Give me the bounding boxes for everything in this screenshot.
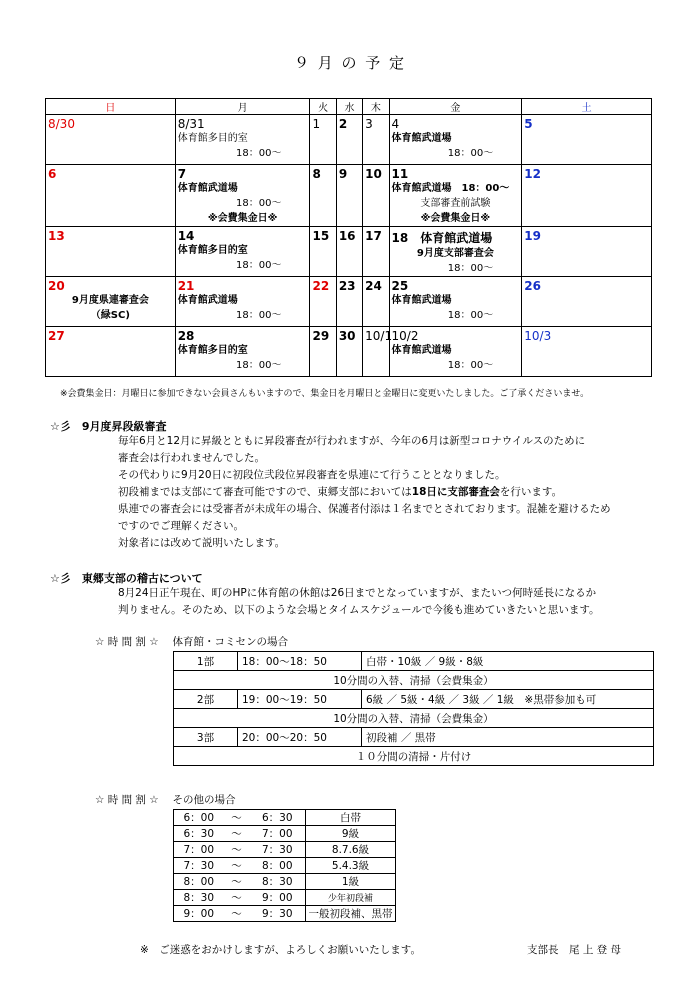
slot-level: 少年初段補 — [306, 890, 396, 906]
event-line: 18：00〜 — [447, 148, 494, 159]
calendar-day-cell — [46, 277, 176, 327]
slot-start: 7：00 — [174, 842, 224, 858]
exam-paragraph: その代わりに9月20日に初段位弐段位昇段審査を県連にて行うこととなりました。 — [118, 469, 506, 481]
calendar-week-row — [46, 165, 652, 227]
calendar-day-cell — [175, 165, 310, 227]
day-number: 6 — [48, 167, 57, 181]
weekday-fri: 金 — [389, 99, 522, 115]
event-line: 9月度支部審査会 — [416, 248, 494, 259]
schedule-note: 10分間の入替、清掃（会費集金） — [174, 671, 654, 690]
calendar-day-cell — [389, 227, 522, 277]
weekday-mon: 月 — [175, 99, 310, 115]
event-line: 18：00〜 — [447, 360, 494, 371]
schedule-other-row — [174, 842, 396, 858]
schedule-gym-note-row — [174, 747, 654, 766]
slot-level: 白帯 — [306, 810, 396, 826]
schedule-other-row — [174, 810, 396, 826]
calendar-day-cell — [363, 165, 389, 227]
day-number: 8 — [312, 167, 321, 181]
calendar-week-row — [46, 115, 652, 165]
slot-end: 8：30 — [250, 874, 306, 890]
practice-paragraph: 判りません。そのため、以下のような会場とタイムスケジュールで今後も進めていきたいと思います。 — [118, 604, 600, 616]
section-heading-exam: ☆彡 9月度昇段級審査 — [50, 420, 167, 433]
day-number: 19 — [524, 229, 541, 243]
event-line: 18：00〜 — [236, 360, 282, 371]
schedule-time: 20：00〜20：50 — [238, 728, 362, 747]
day-number: 24 — [365, 279, 382, 293]
day-number: 1 — [312, 117, 321, 131]
day-number: 26 — [524, 279, 541, 293]
schedule-note: 10分間の入替、清掃（会費集金） — [174, 709, 654, 728]
schedule-time: 19：00〜19：50 — [238, 690, 362, 709]
calendar-day-cell — [310, 327, 336, 377]
weekday-tue: 火 — [310, 99, 336, 115]
day-number: 18 体育館武道場 — [391, 231, 493, 245]
day-number: 4 — [391, 117, 400, 131]
calendar-day-cell — [522, 115, 652, 165]
day-number: 11 — [391, 167, 409, 181]
event-line: 体育館武道場 — [391, 345, 452, 356]
schedule-other-row — [174, 890, 396, 906]
slot-end: 8：00 — [250, 858, 306, 874]
schedule-other-row — [174, 906, 396, 922]
footer-signature: 支部長 尾 上 登 母 — [527, 944, 622, 956]
calendar-day-cell — [522, 277, 652, 327]
slot-start: 8：30 — [174, 890, 224, 906]
event-line: 体育館武道場 — [391, 133, 452, 144]
slot-end: 9：30 — [250, 906, 306, 922]
slot-level: 8.7.6級 — [306, 842, 396, 858]
exam-paragraph: 毎年6月と12月に昇級とともに昇段審査が行われますが、今年の6月は新型コロナウイルスのために — [118, 435, 586, 447]
day-number: 12 — [524, 167, 541, 181]
exam-bold-date: 18日に支部審査会 — [411, 486, 500, 498]
day-number: 5 — [524, 117, 533, 131]
section-heading-practice: ☆彡 東郷支部の稽古について — [50, 572, 203, 585]
day-number: 16 — [338, 229, 356, 243]
event-line: 18：00〜 — [447, 263, 494, 274]
slot-start: 9：00 — [174, 906, 224, 922]
day-number: 27 — [48, 329, 65, 343]
slot-start: 6：30 — [174, 826, 224, 842]
calendar-week-row — [46, 277, 652, 327]
slot-start: 8：00 — [174, 874, 224, 890]
schedule-part: 3部 — [174, 728, 238, 747]
schedule-other-table — [173, 809, 396, 922]
calendar-day-cell — [46, 227, 176, 277]
event-line: 18：00〜 — [236, 198, 282, 209]
slot-start: 6：00 — [174, 810, 224, 826]
event-line: 体育館多目的室 — [177, 345, 248, 356]
slot-separator: 〜 — [224, 842, 250, 858]
calendar-day-cell — [175, 115, 310, 165]
calendar-day-cell — [363, 327, 393, 377]
slot-separator: 〜 — [224, 858, 250, 874]
schedule-part: 1部 — [174, 652, 238, 671]
schedule-other-heading: ☆ 時 間 割 ☆ その他の場合 — [95, 794, 236, 806]
day-number: 2 — [338, 117, 348, 131]
day-number: 23 — [338, 279, 356, 293]
event-line: 18：00〜 — [236, 148, 282, 159]
page-title: ９ 月 の 予 定 — [293, 54, 407, 72]
day-number: 17 — [365, 229, 382, 243]
slot-level: 9級 — [306, 826, 396, 842]
event-line: 体育館多目的室 — [177, 133, 248, 144]
event-line: 18：00〜 — [236, 260, 282, 271]
calendar-day-cell — [522, 165, 652, 227]
day-number: 13 — [48, 229, 65, 243]
calendar-day-cell — [336, 115, 362, 165]
day-number: 10/2 — [391, 329, 419, 343]
schedule-gym-row — [174, 690, 654, 709]
event-line: （緑SC) — [90, 310, 130, 321]
calendar-note: ※会費集金日：月曜日に参加できない会員さんもいますので、集金日を月曜日と金曜日に変更いたしました。ご了承くださいませ。 — [60, 389, 590, 399]
calendar-day-cell — [389, 115, 522, 165]
schedule-other-row — [174, 858, 396, 874]
day-number: 8/31 — [177, 117, 205, 131]
event-line: 体育館武道場 — [391, 295, 452, 306]
schedule-other-row — [174, 874, 396, 890]
exam-paragraph: 審査会は行われませんでした。 — [118, 452, 265, 464]
event-line: 18：00〜 — [447, 310, 494, 321]
calendar-day-cell — [310, 227, 336, 277]
day-number: 9 — [338, 167, 348, 181]
calendar-week-row — [46, 327, 652, 377]
schedule-gym-heading: ☆ 時 間 割 ☆ 体育館・コミセンの場合 — [95, 636, 289, 648]
calendar-day-cell — [46, 165, 176, 227]
event-line: 体育館武道場 18：00〜 — [391, 183, 510, 194]
calendar-week-row — [46, 227, 652, 277]
slot-end: 7：00 — [250, 826, 306, 842]
calendar-day-cell — [175, 227, 310, 277]
slot-end: 9：00 — [250, 890, 306, 906]
day-number: 22 — [312, 279, 330, 293]
slot-level: 5.4.3級 — [306, 858, 396, 874]
calendar-day-cell — [363, 115, 389, 165]
schedule-classes: 白帯・10級 ／ 9級・8級 — [362, 652, 654, 671]
calendar-day-cell — [389, 277, 522, 327]
schedule-gym-note-row — [174, 671, 654, 690]
weekday-sat: 土 — [522, 99, 652, 115]
schedule-gym-table — [173, 651, 654, 766]
slot-end: 6：30 — [250, 810, 306, 826]
day-number: 7 — [177, 167, 187, 181]
day-number: 15 — [312, 229, 330, 243]
exam-paragraph: 対象者には改めて説明いたします。 — [118, 537, 286, 549]
slot-level: 1級 — [306, 874, 396, 890]
schedule-gym-row — [174, 652, 654, 671]
schedule-note: １０分間の清掃・片付け — [174, 747, 654, 766]
schedule-time: 18：00〜18：50 — [238, 652, 362, 671]
exam-paragraph: 県連での審査会には受審者が未成年の場合、保護者付添は１名までとされております。混雑を避けるため — [118, 503, 611, 515]
practice-paragraph: 8月24日正午現在、町のHPに体育館の休館は26日までとなっていますが、またいつ何時延長になるか — [118, 587, 597, 599]
day-number: 3 — [365, 117, 373, 131]
calendar-day-cell — [522, 327, 652, 377]
slot-level: 一般初段補、黒帯 — [306, 906, 396, 922]
day-number: 8/30 — [48, 117, 75, 131]
slot-separator: 〜 — [224, 826, 250, 842]
schedule-gym-note-row — [174, 709, 654, 728]
event-line: ※会費集金日※ — [207, 213, 278, 224]
calendar-day-cell — [389, 165, 522, 227]
calendar-day-cell — [389, 327, 522, 377]
slot-separator: 〜 — [224, 874, 250, 890]
slot-end: 7：30 — [250, 842, 306, 858]
weekday-sun: 日 — [46, 99, 176, 115]
footer-message: ※ ご迷惑をおかけしますが、よろしくお願いいたします。 — [140, 944, 421, 956]
calendar-table — [45, 98, 652, 377]
exam-paragraph: 初段補までは支部にて審査可能ですので、東郷支部においては18日に支部審査会を行います。 — [118, 486, 563, 498]
calendar-day-cell — [363, 277, 389, 327]
calendar-day-cell — [363, 227, 389, 277]
event-line: ※会費集金日※ — [420, 213, 491, 224]
calendar-day-cell — [175, 277, 310, 327]
day-number: 10/3 — [524, 329, 552, 343]
day-number: 20 — [48, 279, 65, 293]
schedule-part: 2部 — [174, 690, 238, 709]
calendar-day-cell — [310, 115, 336, 165]
schedule-gym-row — [174, 728, 654, 747]
calendar-day-cell — [336, 277, 362, 327]
calendar-day-cell — [336, 327, 362, 377]
slot-separator: 〜 — [224, 810, 250, 826]
event-line: 体育館武道場 — [177, 295, 238, 306]
schedule-classes: 初段補 ／ 黒帯 — [362, 728, 654, 747]
calendar-day-cell — [310, 277, 336, 327]
slot-separator: 〜 — [224, 890, 250, 906]
day-number: 30 — [338, 329, 356, 343]
schedule-other-row — [174, 826, 396, 842]
exam-paragraph: ですのでご理解ください。 — [118, 520, 244, 532]
calendar-day-cell — [310, 165, 336, 227]
day-number: 28 — [177, 329, 195, 343]
calendar-day-cell — [336, 227, 362, 277]
slot-start: 7：30 — [174, 858, 224, 874]
day-number: 10/1 — [365, 329, 393, 343]
calendar-day-cell — [46, 327, 176, 377]
slot-separator: 〜 — [224, 906, 250, 922]
event-line: 18：00〜 — [236, 310, 282, 321]
calendar-day-cell — [336, 165, 362, 227]
calendar-day-cell — [46, 115, 176, 165]
event-line: 体育館武道場 — [177, 183, 238, 194]
event-line: 支部審査前試験 — [420, 198, 491, 209]
calendar-header-row — [46, 99, 652, 115]
day-number: 29 — [312, 329, 330, 343]
day-number: 10 — [365, 167, 382, 181]
event-line: 体育館多目的室 — [177, 245, 248, 256]
day-number: 21 — [177, 279, 195, 293]
schedule-classes: 6級 ／ 5級・4級 ／ 3級 ／ 1級 ※黒帯参加も可 — [362, 690, 654, 709]
day-number: 25 — [391, 279, 409, 293]
event-line: 9月度県連審査会 — [71, 295, 149, 306]
calendar-day-cell — [522, 227, 652, 277]
weekday-thu: 木 — [363, 99, 389, 115]
weekday-wed: 水 — [336, 99, 362, 115]
calendar-day-cell — [175, 327, 310, 377]
day-number: 14 — [177, 229, 195, 243]
